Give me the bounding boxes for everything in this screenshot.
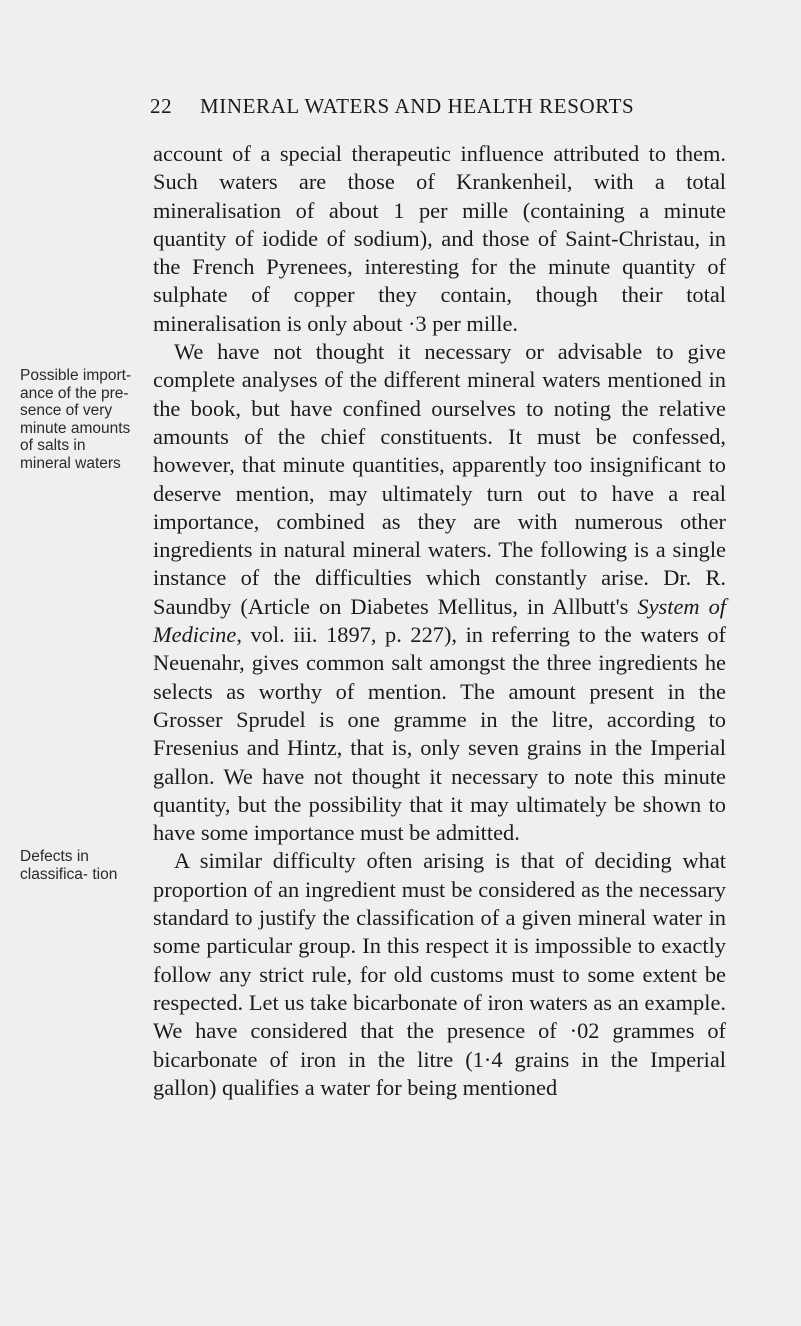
paragraph-1: account of a special therapeutic influence attributed to them. Such waters are those of Krankenheil, with a total mineralisation of about 1 per mille (containing a minute quantity of iodide of sodium), and those of Saint-Christau, in the French Pyrenees, interesting for the minute quantity of sulphate of copper they contain, though their total mineralisation is only about ·3 per mille. <box>153 141 726 336</box>
sidenote-defects-in-classification: Defects in classifica- tion <box>20 848 118 883</box>
running-title: MINERAL WATERS AND HEALTH RESORTS <box>200 94 635 118</box>
paragraph-3: A similar difficulty often arising is that of deciding what proportion of an ingredient must be considered as the necessary standard to justify the classification of a given mineral water in some particular group. In this respect it is impossible to exactly follow any strict rule, for old customs must to some extent be respected. Let us take bicarbonate of iron waters as an example. We have considered that the presence of ·02 grammes of bicarbonate of iron in the litre (1·4 grains in the Imperial gallon) qualifies a water for being mentioned <box>153 848 726 1100</box>
book-title-italic: System of Medicine <box>153 593 726 648</box>
paragraph-2 <box>153 338 726 847</box>
main-text <box>153 140 726 1102</box>
paragraph-2-text-start: We have not thought it necessary or advisable to give complete analyses of the different mineral waters mentioned in the book, but have confined ourselves to noting the relative amounts of the chief constituents. It must be confessed, however, that minute quantities, apparently too insignificant to deserve mention, may ultimately turn out to have a real importance, combined as they are with numerous other ingredients in natural mineral waters. The following is a single instance of the difficulties which constantly arise. Dr. R. Saundby (Article on Diabetes Mellitus, in Allbutt's <box>153 339 726 619</box>
page-number: 22 <box>150 94 173 118</box>
paragraph-2-text-end: , vol. iii. 1897, p. 227), in referring to the waters of Neuenahr, gives common salt amongst the three ingredients he selects as worthy of mention. The amount present in the Grosser Sprudel is one gramme in the litre, according to Fresenius and Hintz, that is, only seven grains in the Imperial gallon. We have not thought it necessary to note this minute quantity, but the possibility that it may ultimately be shown to have some importance must be admitted. <box>153 622 726 846</box>
sidenote-possible-importance: Possible import- ance of the pre- sence of very minute amounts of salts in mineral waters <box>20 367 132 472</box>
